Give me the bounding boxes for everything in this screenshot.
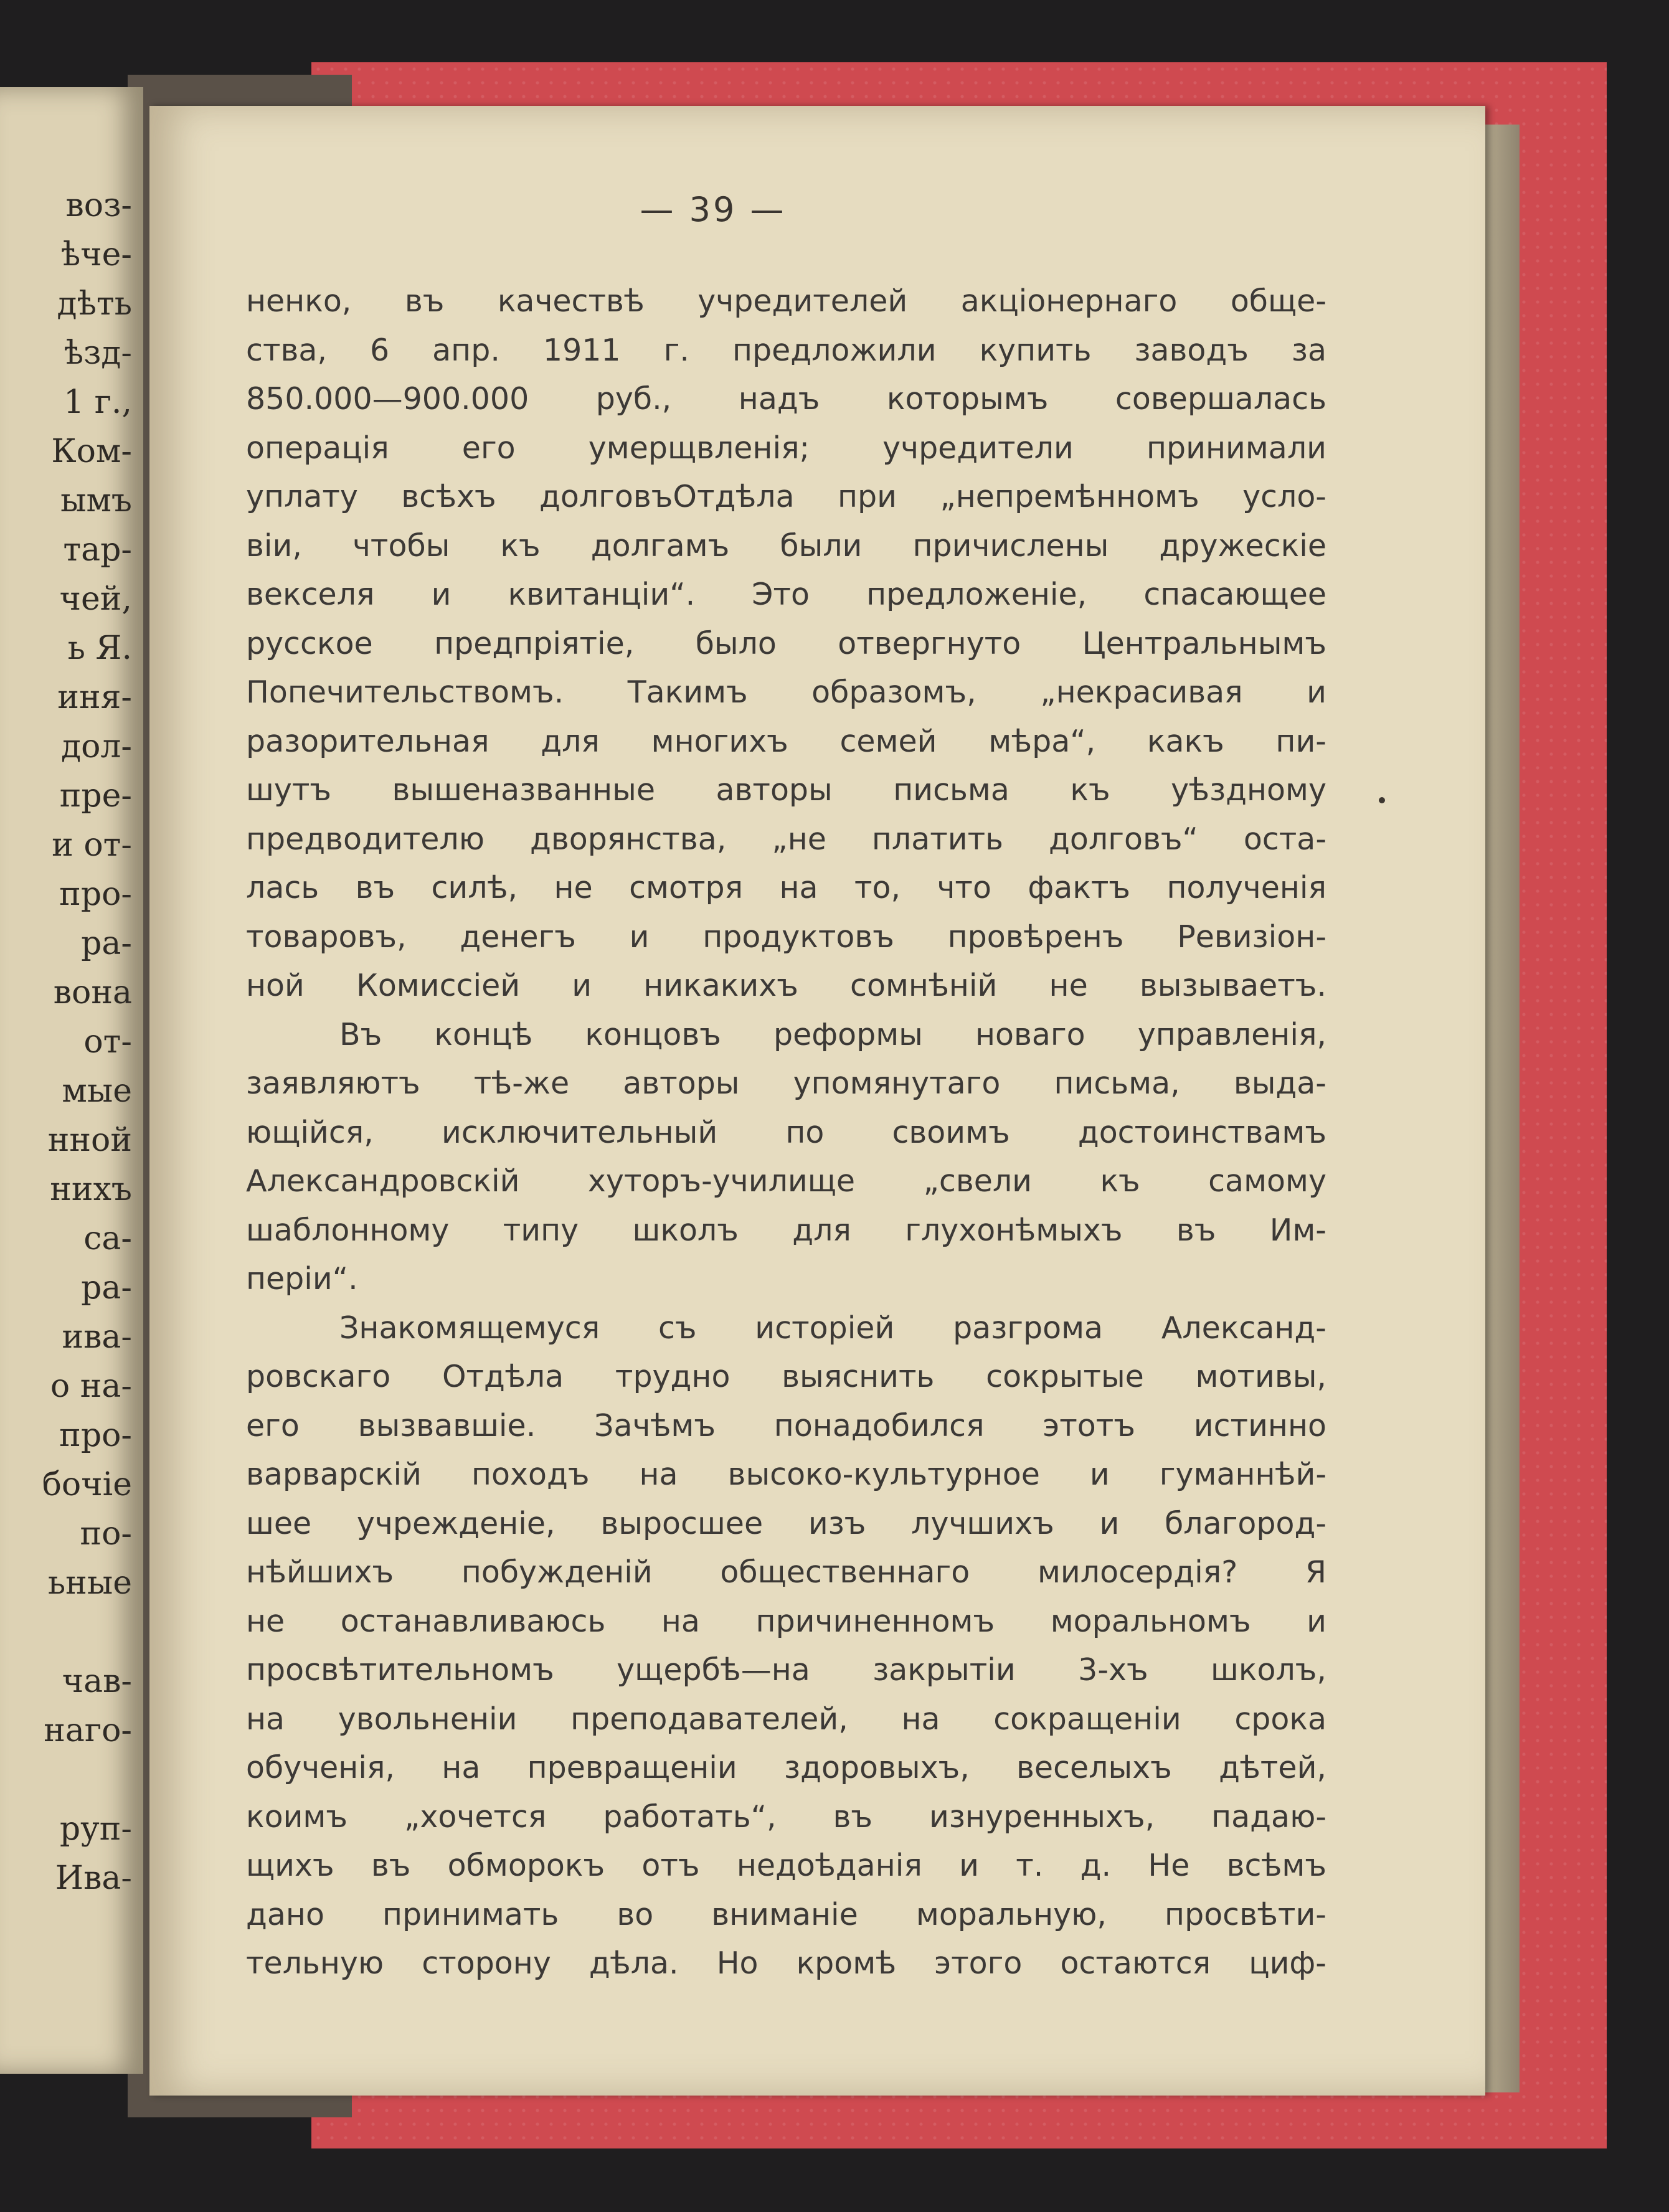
- text-line: его вызвавшіе. Зачѣмъ понадобился этотъ истинно: [246, 1408, 1326, 1444]
- text-line: ной Комиссіей и никакихъ сомнѣній не вызываетъ.: [246, 968, 1326, 1003]
- page-number: — 39 —: [640, 190, 787, 229]
- left-page-fragment: воз-: [65, 187, 132, 224]
- left-page-fragment: наго-: [44, 1712, 132, 1749]
- text-line: уплату всѣхъ долговъОтдѣла при „непремѣнномъ усло-: [246, 479, 1326, 514]
- left-page-fragment: са-: [83, 1220, 132, 1257]
- text-line: обученія, на превращеніи здоровыхъ, веселыхъ дѣтей,: [246, 1750, 1326, 1785]
- text-line: товаровъ, денегъ и продуктовъ провѣренъ Ревизіон-: [246, 919, 1326, 955]
- left-page-fragment: нихъ: [50, 1171, 132, 1208]
- left-page-fragment: и от-: [52, 826, 132, 864]
- left-page-fragment: ымъ: [60, 482, 132, 519]
- left-page-fragment: бочіе: [42, 1466, 132, 1503]
- left-page-fragment: ива-: [62, 1318, 132, 1356]
- left-page-fragment: по-: [80, 1515, 132, 1553]
- left-page-fragment: про-: [59, 1417, 132, 1454]
- left-page-fragment: Ива-: [55, 1860, 132, 1897]
- left-page-fragment: ѣзд-: [64, 334, 132, 372]
- left-page-fragment: руп-: [59, 1810, 132, 1848]
- text-line: періи“.: [246, 1261, 358, 1297]
- left-page-fragment: про-: [59, 876, 132, 913]
- text-line: заявляютъ тѣ-же авторы упомянутаго письма, выда-: [246, 1066, 1326, 1101]
- left-page-fragment: ра-: [81, 1269, 132, 1307]
- left-page-fragment: мые: [62, 1072, 132, 1110]
- ink-speck: [1379, 797, 1385, 803]
- left-page-fragment: ь Я.: [67, 630, 132, 667]
- text-line: лась въ силѣ, не смотря на то, что фактъ полученія: [246, 870, 1326, 905]
- left-page-fragment: Ком-: [51, 433, 132, 470]
- text-line: русское предпріятіе, было отвергнуто Центральнымъ: [246, 626, 1326, 661]
- text-line: Попечительствомъ. Такимъ образомъ, „некрасивая и: [246, 674, 1326, 710]
- text-line: предводителю дворянства, „не платить долговъ“ оста-: [246, 821, 1326, 857]
- left-page-fragment: 1 г.,: [64, 384, 132, 421]
- text-line: просвѣтительномъ ущербѣ—на закрытіи 3-хъ школъ,: [246, 1652, 1326, 1688]
- text-line: шаблонному типу школъ для глухонѣмыхъ въ Им-: [246, 1212, 1326, 1248]
- text-line: дано принимать во вниманіе моральную, просвѣти-: [246, 1897, 1326, 1932]
- text-line: щихъ въ обморокъ отъ недоѣданія и т. д. Не всѣмъ: [246, 1848, 1326, 1883]
- text-line: тельную сторону дѣла. Но кромѣ этого остаются циф-: [246, 1945, 1326, 1981]
- left-page-fragment: о на-: [50, 1368, 132, 1405]
- left-page-fragment: ра-: [81, 925, 132, 962]
- text-line: віи, чтобы къ долгамъ были причислены дружескіе: [246, 528, 1326, 564]
- text-line: ства, 6 апр. 1911 г. предложили купить заводъ за: [246, 333, 1326, 368]
- left-page-fragment: иня-: [57, 679, 132, 716]
- left-page-edge: [0, 87, 143, 2074]
- text-line: ровскаго Отдѣла трудно выяснить сокрытые мотивы,: [246, 1359, 1326, 1394]
- left-page-fragment: чей,: [59, 580, 132, 618]
- text-line: коимъ „хочется работать“, въ изнуренныхъ, падаю-: [246, 1799, 1326, 1835]
- text-line: операція его умерщвленія; учредители принимали: [246, 430, 1326, 466]
- left-page-fragment: вона: [53, 974, 132, 1011]
- text-line: 850.000—900.000 руб., надъ которымъ совершалась: [246, 381, 1326, 417]
- left-page-fragment: нной: [47, 1122, 132, 1159]
- left-page-fragment: пре-: [59, 777, 132, 815]
- left-page-fragment: дѣть: [57, 285, 132, 323]
- text-line: не останавливаюсь на причиненномъ моральномъ и: [246, 1604, 1326, 1639]
- left-page-fragment: ѣче-: [60, 236, 132, 273]
- text-line: шутъ вышеназванные авторы письма къ уѣздному: [246, 772, 1326, 808]
- left-page-fragment: ьные: [47, 1564, 132, 1602]
- left-page-fragment: от-: [83, 1023, 132, 1061]
- text-line: разорительная для многихъ семей мѣра“, какъ пи-: [246, 724, 1326, 759]
- text-line: ненко, въ качествѣ учредителей акціонернаго обще-: [246, 283, 1326, 319]
- text-line: Знакомящемуся съ исторіей разгрома Александ-: [339, 1310, 1326, 1346]
- text-line: шее учрежденіе, выросшее изъ лучшихъ и благород-: [246, 1506, 1326, 1541]
- left-page-fragment: дол-: [61, 728, 132, 765]
- text-line: Александровскій хуторъ-училище „свели къ самому: [246, 1163, 1326, 1199]
- text-line: варварскій походъ на высоко-культурное и гуманнѣй-: [246, 1457, 1326, 1492]
- text-line: векселя и квитанціи“. Это предложеніе, спасающее: [246, 577, 1326, 612]
- left-page-fragment: чав-: [62, 1663, 132, 1700]
- text-line: на увольненіи преподавателей, на сокращеніи срока: [246, 1701, 1326, 1737]
- left-page-fragment: тар-: [63, 531, 132, 569]
- text-line: нѣйшихъ побужденій общественнаго милосердія? Я: [246, 1554, 1326, 1590]
- text-line: ющійся, исключительный по своимъ достоинствамъ: [246, 1115, 1326, 1150]
- text-line: Въ концѣ концовъ реформы новаго управленія,: [339, 1017, 1326, 1052]
